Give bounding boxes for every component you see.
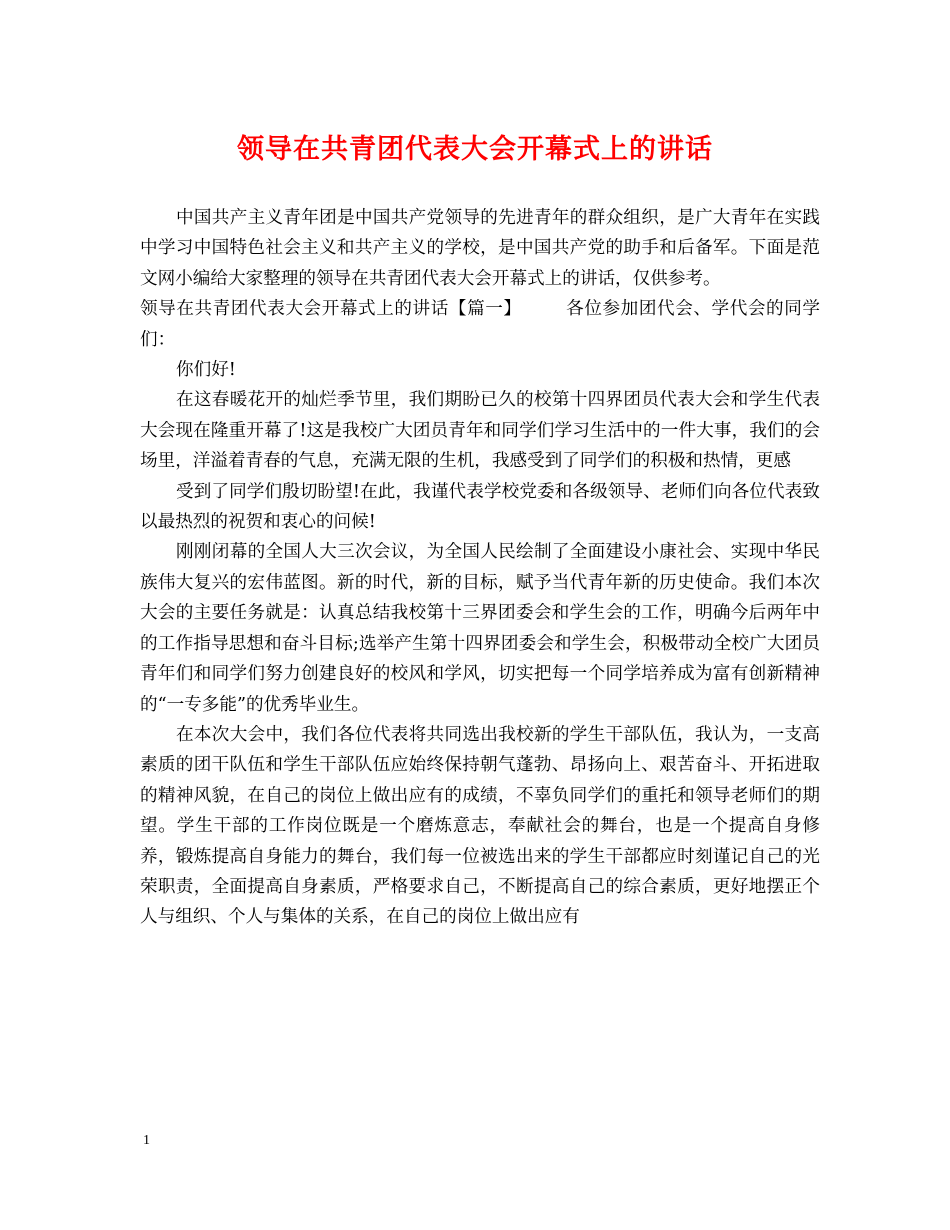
body-paragraph: 刚刚闭幕的全国人大三次会议，为全国人民绘制了全面建设小康社会、实现中华民族伟大复兴的宏伟蓝图。新的时代，新的目标，赋予当代青年新的历史使命。我们本次大会的主要任务就是：认真总结我校第十三界团委会和学生会的工作，明确今后两年中的工作指导思想和奋斗目标;选举产生第十四界团委会和学生会，积极带动全校广大团员青年们和同学们努力创建良好的校风和学风，切实把每一个同学培养成为富有创新精神的“一专多能”的优秀毕业生。 <box>140 542 820 715</box>
page-number: 1 <box>143 1133 150 1148</box>
document-body <box>140 203 820 933</box>
salutation: 各位参加团代会、学代会的同学们： <box>140 299 820 350</box>
section-heading: 领导在共青团代表大会开幕式上的讲话【篇一】 <box>140 299 522 320</box>
intro-paragraph: 中国共产主义青年团是中国共产党领导的先进青年的群众组织，是广大青年在实践中学习中国特色社会主义和共产主义的学校，是中国共产党的助手和后备军。下面是范文网小编给大家整理的领导在共青团代表大会开幕式上的讲话，仅供参考。 <box>140 208 820 289</box>
body-paragraph: 受到了同学们殷切盼望!在此，我谨代表学校党委和各级领导、老师们向各位代表致以最热烈的祝贺和衷心的问候! <box>140 481 820 533</box>
body-paragraph: 在本次大会中，我们各位代表将共同选出我校新的学生干部队伍，我认为，一支高素质的团干队伍和学生干部队伍应始终保持朝气蓬勃、昂扬向上、艰苦奋斗、开拓进取的精神风貌，在自己的岗位上做出应有的成绩，不辜负同学们的重托和领导老师们的期望。学生干部的工作岗位既是一个磨炼意志，奉献社会的舞台，也是一个提高自身修养，锻炼提高自身能力的舞台，我们每一位被选出来的学生干部都应时刻谨记自己的光荣职责，全面提高自身素质，严格要求自己，不断提高自己的综合素质，更好地摆正个人与组织、个人与集体的关系，在自己的岗位上做出应有 <box>140 724 820 928</box>
document-title: 领导在共青团代表大会开幕式上的讲话 <box>237 134 713 165</box>
body-paragraph: 在这春暖花开的灿烂季节里，我们期盼已久的校第十四界团员代表大会和学生代表大会现在隆重开幕了!这是我校广大团员青年和同学们学习生活中的一件大事，我们的会场里，洋溢着青春的气息，充满无限的生机，我感受到了同学们的积极和热情，更感 <box>140 390 820 472</box>
section-heading-line <box>140 294 820 355</box>
greeting-paragraph: 你们好! <box>176 360 236 381</box>
